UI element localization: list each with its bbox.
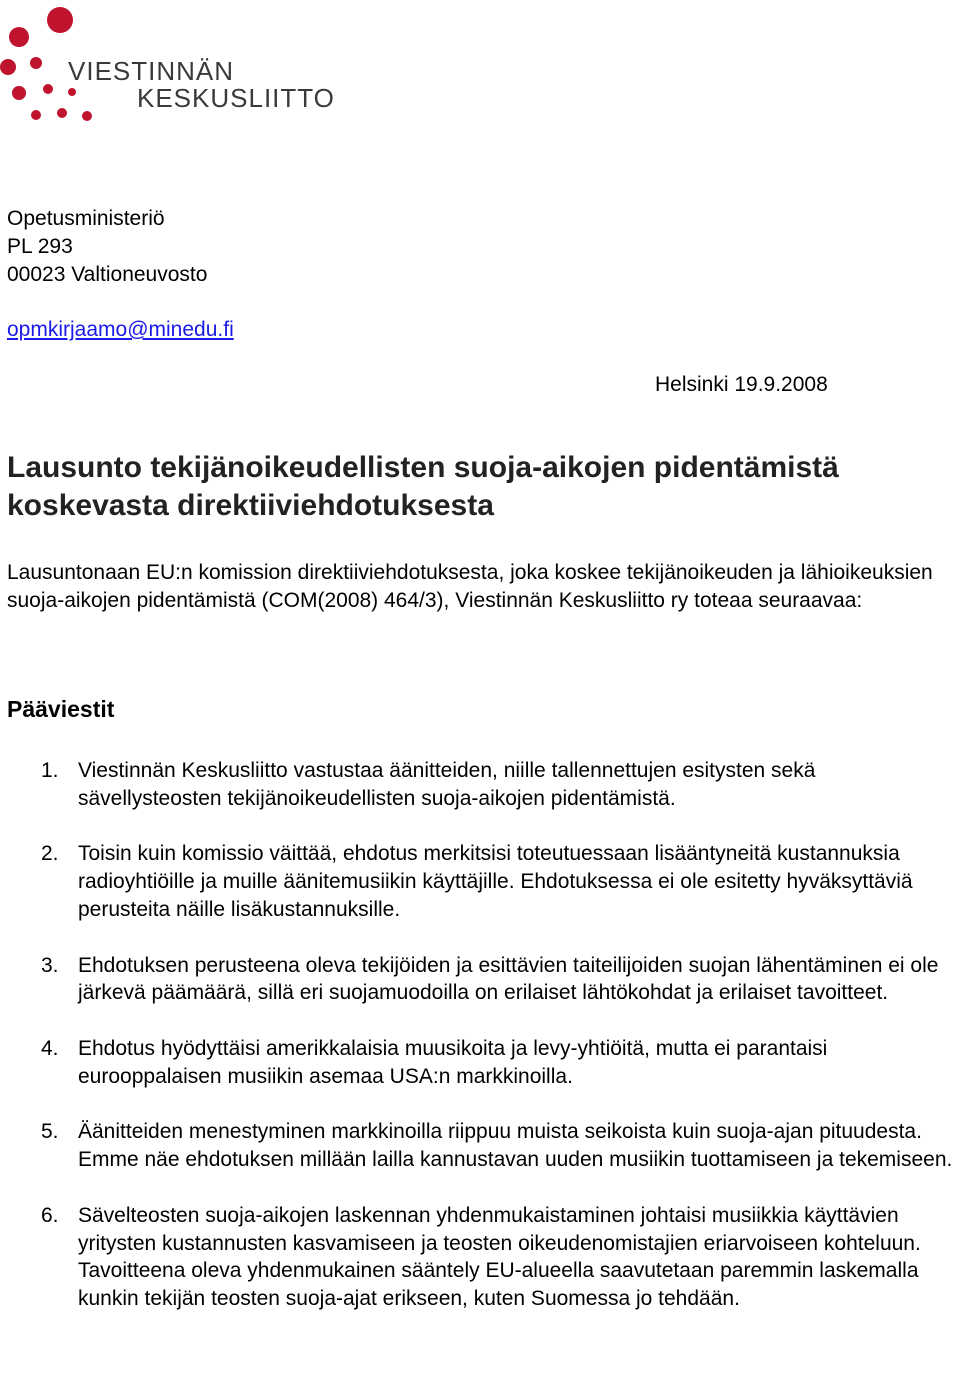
logo-dot [9, 27, 29, 47]
list-item-number: 2. [41, 842, 59, 866]
logo-dot [12, 86, 26, 100]
recipient-address [7, 205, 207, 289]
recipient-postal: 00023 Valtioneuvosto [7, 263, 208, 286]
list-item-text: Viestinnän Keskusliitto vastustaa äänitteiden, niille tallennettujen esitysten sekä sävellysteosten tekijänoikeudellisten suoja-aikojen pidentämistä. [78, 759, 816, 810]
list-item-text: Sävelteosten suoja-aikojen laskennan yhdenmukaistaminen johtaisi musiikkia käyttävien yritysten kustannusten kasvamiseen ja teosten oikeudenomistajien eriarvoiseen kohteluun. Tavoitteena oleva yhdenmukainen sääntely EU-alueella saavutetaan paremmin laskemalla kunkin tekijän teosten suoja-ajat erikseen, kuten Suomessa jo tehdään. [78, 1203, 921, 1311]
list-item [0, 757, 960, 813]
list-item-text: Äänitteiden menestyminen markkinoilla riippuu muista seikoista kuin suoja-ajan pituudesta. Emme näe ehdotuksen millään lailla kannustavan uuden musiikin tuottamiseen ja tekemiseen. [78, 1120, 953, 1172]
logo-text-line2: KESKUSLIITTO [137, 83, 335, 113]
logo-dot [47, 7, 73, 33]
logo-dot [0, 59, 16, 75]
list-item [0, 1035, 960, 1091]
list-item-number: 1. [41, 759, 59, 782]
logo-dot [30, 57, 42, 69]
place-and-date: Helsinki 19.9.2008 [655, 373, 828, 396]
list-item-text: Toisin kuin komissio väittää, ehdotus merkitsisi toteutuessaan lisääntyneitä kustannuksia radioyhtiöille ja muille äänitemusiikin käyttäjille. Ehdotuksessa ei ole esitetty hyväksyttäviä perusteita näille lisäkustannuksille. [78, 842, 913, 921]
list-item-number: 3. [41, 953, 59, 977]
list-item [0, 1202, 960, 1313]
logo-dot [31, 110, 41, 120]
list-item-text: Ehdotus hyödyttäisi amerikkalaisia muusikoita ja levy-yhtiöitä, mutta ei parantaisi eurooppalaisen musiikin asemaa USA:n markkinoilla. [78, 1036, 828, 1088]
list-item-number: 5. [41, 1120, 59, 1144]
recipient-email-link[interactable]: opmkirjaamo@minedu.fi [7, 318, 234, 341]
intro-paragraph: Lausuntonaan EU:n komission direktiiviehdotuksesta, joka koskee tekijänoikeuden ja lähioikeuksien suoja-aikojen pidentämistä (COM(2008) 464/3), Viestinnän Keskusliitto ry toteaa seuraavaa: [7, 561, 933, 612]
logo-dot [57, 108, 67, 118]
key-points-list [0, 757, 960, 1341]
list-item [0, 952, 960, 1008]
section-heading: Pääviestit [7, 696, 115, 722]
recipient-po-box: PL 293 [7, 235, 73, 258]
document-title: Lausunto tekijänoikeudellisten suoja-aikojen pidentämistä koskevasta direktiiviehdotuksesta [7, 451, 839, 522]
list-item-number: 6. [41, 1203, 59, 1227]
logo-graphic [0, 0, 380, 130]
logo-text-line1: VIESTINNÄN [68, 56, 235, 86]
logo-dot [68, 88, 76, 96]
logo-dot [82, 111, 92, 121]
list-item [0, 1118, 960, 1174]
recipient-name: Opetusministeriö [7, 207, 165, 230]
logo-dot [43, 84, 53, 94]
list-item [0, 840, 960, 923]
organization-logo [0, 0, 380, 130]
list-item-number: 4. [41, 1036, 59, 1060]
list-item-text: Ehdotuksen perusteena oleva tekijöiden ja esittävien taiteilijoiden suojan lähentäminen ei ole järkevä päämäärä, sillä eri suojamuodoilla on erilaiset lähtökohdat ja erilaiset tavoitteet. [78, 953, 939, 1005]
